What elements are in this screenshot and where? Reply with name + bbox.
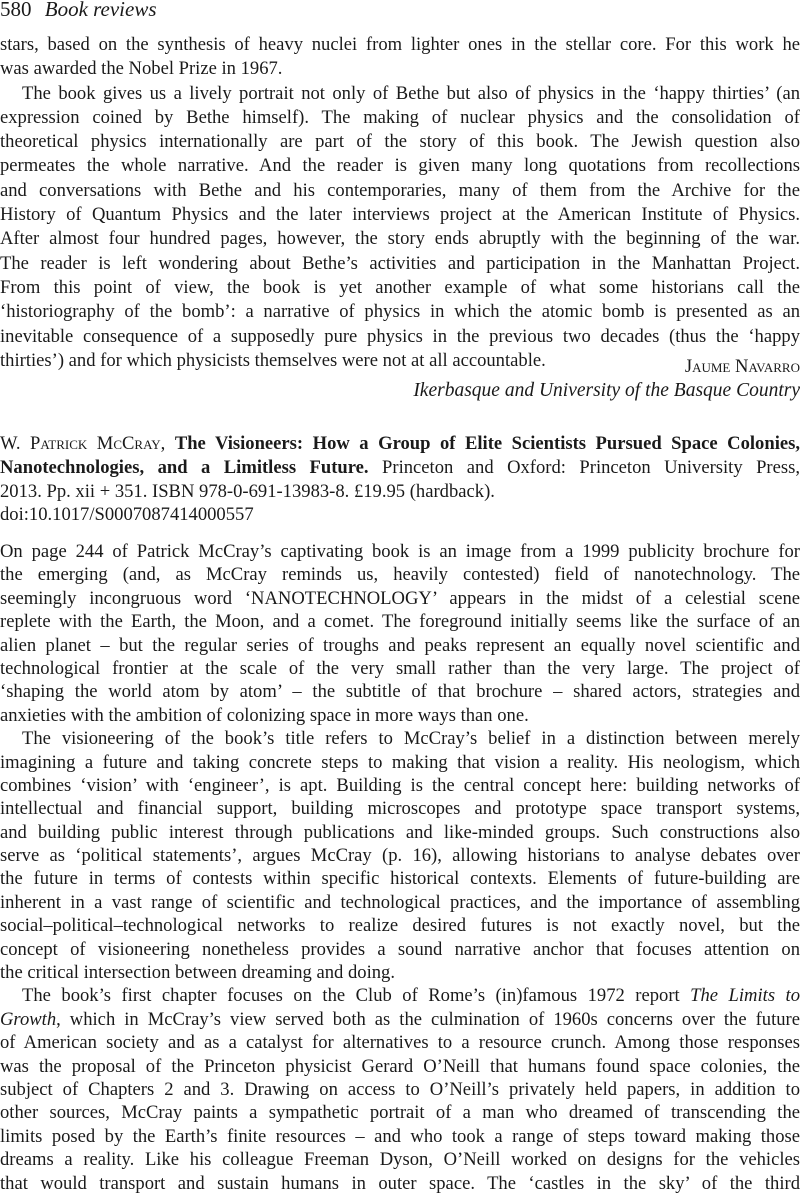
paragraph	[0, 82, 800, 374]
text-line: dreams a reality. Like his colleague Freeman Dyson, O’Neill worked on designs for the vehicles	[0, 1149, 800, 1171]
text-line: ‘historiography of the bomb’: a narrative of physics in which the atomic bomb is presented as an	[0, 301, 800, 323]
text-line: On page 244 of Patrick McCray’s captivating book is an image from a 1999 publicity brochure for	[0, 541, 800, 562]
text-line: of American society and as a catalyst for alternatives to a resource crunch. Among those responses	[0, 1032, 800, 1054]
text-line: The reader is left wondering about Bethe’s activities and participation in the Manhattan Project.	[0, 252, 800, 274]
reviewer-name: Jaume Navarro	[684, 356, 800, 377]
text-line: inevitable consequence of a supposedly pure physics in the previous two decades (thus the ‘happy	[0, 325, 800, 347]
text-line: was the proposal of the Princeton physicist Gerard O’Neill that humans found space colonies, the	[0, 1055, 800, 1077]
text-line: serve as ‘political statements’, argues McCray (p. 16), allowing historians to analyse debates over	[0, 845, 800, 867]
reviewer-affiliation: Ikerbasque and University of the Basque Country	[413, 380, 800, 401]
book-title-line1: The Visioneers: How a Group of Elite Scientists Pursued Space Colonies,	[174, 433, 800, 454]
text-line: alien planet – but the regular series of troughs and peaks represent an equally novel scientific and	[0, 634, 800, 656]
book-details: 2013. Pp. xii + 351. ISBN 978-0-691-13983-8. £19.95 (hardback).	[0, 480, 495, 502]
text-line: History of Quantum Physics and the later interviews project at the American Institute of Physics.	[0, 204, 800, 226]
text-line: seemingly incongruous word ‘NANOTECHNOLOGY’ appears in the midst of a celestial scene	[0, 587, 800, 609]
text-line: and conversations with Bethe and his contemporaries, many of them from the Archive for the	[0, 179, 800, 201]
text-line: inherent in a vast range of scientific and technological practices, and the importance of assembling	[0, 891, 800, 913]
text-line: other sources, McCray paints a sympathetic portrait of a man who dreamed of transcending the	[0, 1102, 800, 1124]
running-header	[0, 0, 157, 22]
text-line: and building public interest through publications and like-minded groups. Such constructions also	[0, 821, 800, 843]
text-line: The visioneering of the book’s title refers to McCray’s belief in a distinction between merely	[22, 728, 800, 750]
text-line: From this point of view, the book is yet another example of what some historians call the	[0, 276, 800, 298]
paragraph	[0, 540, 800, 727]
paragraph	[0, 727, 800, 984]
text-line: combines ‘vision’ with ‘engineer’, is apt. Building is the central concept here: building networks of	[0, 774, 800, 796]
text-line: thirties’) and for which physicists themselves were not at all accountable.	[0, 349, 546, 371]
text-line: stars, based on the synthesis of heavy nuclei from lighter ones in the stellar core. For this work he	[0, 34, 800, 55]
text-line: concept of visioneering nonetheless provides a sound narrative anchor that focuses attention on	[0, 938, 800, 960]
text-line: The book’s first chapter focuses on the Club of Rome’s (in)famous 1972 report The Limits to	[22, 985, 800, 1007]
book-publisher: Princeton and Oxford: Princeton University Press,	[382, 456, 800, 478]
running-title: Book reviews	[44, 0, 157, 21]
text-line: technological frontier at the scale of the very small rather than the very large. The project of	[0, 657, 800, 679]
text-line: the critical intersection between dreaming and doing.	[0, 962, 395, 984]
text-line: subject of Chapters 2 and 3. Drawing on access to O’Neill’s privately held papers, in addition to	[0, 1078, 800, 1100]
text-line: social–political–technological networks to realize desired futures is not exactly novel, but the	[0, 915, 800, 937]
text-line: The book gives us a lively portrait not only of Bethe but also of physics in the ‘happy thirties’ (an	[22, 82, 800, 104]
book-author: W. Patrick McCray	[0, 433, 161, 454]
text-line: permeates the whole narrative. And the reader is given many long quotations from recollections	[0, 155, 800, 177]
text-line: the emerging (and, as McCray reminds us, heavily contested) field of nanotechnology. The	[0, 564, 800, 586]
book-citation: W. Patrick McCray, The Visioneers: How a Group of Elite Scientists Pursued Space Colonies, Nanotechnologies, and a Limitless Future. Princeton and Oxford: Princeton University Press, 2013. Pp. xii + 351. ISBN 978-0-691-13983-8. £19.95 (hardback). doi:10.1017/S0007087414000557	[0, 433, 800, 526]
text-line: imagining a future and taking concrete steps to making that vision a reality. His neologism, which	[0, 751, 800, 773]
text-line: anxieties with the ambition of colonizing space in more ways than one.	[0, 704, 529, 726]
text-line: expression coined by Bethe himself). The making of nuclear physics and the consolidation of	[0, 106, 800, 128]
text-line: the future in terms of contests within specific historical contexts. Elements of future-building are	[0, 868, 800, 890]
paragraph	[0, 33, 800, 82]
text-line: was awarded the Nobel Prize in 1967.	[0, 58, 283, 80]
book-doi: doi:10.1017/S0007087414000557	[0, 504, 254, 526]
text-line: After almost four hundred pages, however, the story ends abruptly with the beginning of the war.	[0, 228, 800, 250]
text-line: ‘shaping the world atom by atom’ – the subtitle of that brochure – shared actors, strategies and	[0, 681, 800, 703]
review-1-body	[0, 33, 800, 373]
paragraph	[0, 984, 800, 1195]
text-line: intellectual and financial support, building microscopes and prototype space transport systems,	[0, 798, 800, 820]
text-line: that would transport and sustain humans in outer space. The ‘castles in the sky’ of the third	[0, 1172, 800, 1194]
text-line: Growth, which in McCray’s view served both as the culmination of 1960s concerns over the future	[0, 1008, 800, 1030]
book-title-line2: Nanotechnologies, and a Limitless Future.	[0, 456, 369, 478]
text-line: limits posed by the Earth’s finite resources – and who took a range of steps toward making those	[0, 1125, 800, 1147]
review-2-body	[0, 540, 800, 1195]
page-number: 580	[0, 0, 32, 21]
text-line: theoretical physics internationally are part of the story of this book. The Jewish question also	[0, 131, 800, 153]
text-line: replete with the Earth, the Moon, and a comet. The foreground initially seems like the surface of an	[0, 611, 800, 633]
